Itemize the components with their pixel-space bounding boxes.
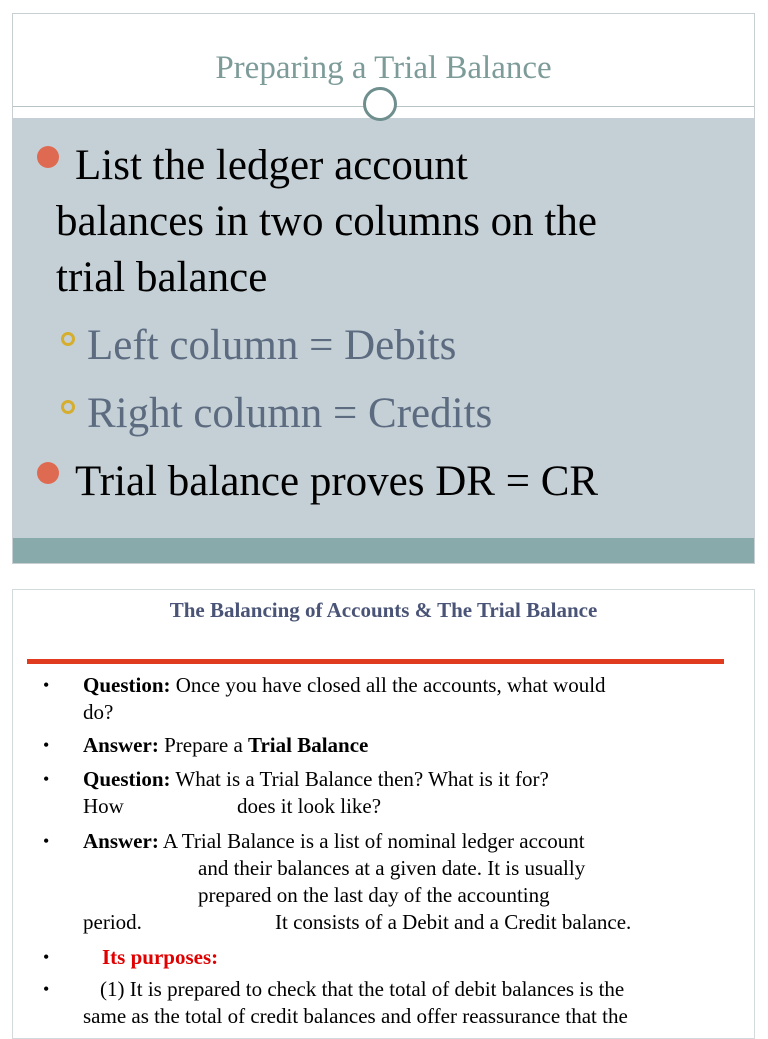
question-1-line1: Question: Once you have closed all the accounts, what would bbox=[83, 673, 606, 697]
slide-preparing-trial-balance bbox=[12, 13, 755, 564]
list-bullet: • bbox=[43, 831, 50, 851]
slide-title: The Balancing of Accounts & The Trial Balance bbox=[169, 598, 598, 622]
purpose-1-line2: same as the total of credit balances and offer reassurance that the bbox=[83, 1004, 628, 1028]
purpose-1-line1: (1) It is prepared to check that the total of debit balances is the bbox=[100, 977, 625, 1001]
list-bullet: • bbox=[43, 979, 50, 999]
divider-circle-icon bbox=[363, 87, 397, 121]
list-bullet: • bbox=[43, 675, 50, 695]
question-2-line2a: How bbox=[83, 794, 124, 818]
list-bullet: • bbox=[43, 735, 50, 755]
answer-2-line2: and their balances at a given date. It is usually bbox=[198, 856, 586, 880]
bullet1-line2: balances in two columns on the bbox=[56, 198, 597, 245]
question-1-line2: do? bbox=[83, 700, 114, 724]
question-2-line2b: does it look like? bbox=[237, 794, 382, 818]
answer-2-line1: Answer: A Trial Balance is a list of nominal ledger account bbox=[83, 829, 585, 853]
sub-bullet-ring-icon bbox=[61, 400, 75, 414]
sub-bullet-left-column: Left column = Debits bbox=[87, 322, 457, 369]
purposes-heading: Its purposes: bbox=[102, 945, 219, 969]
answer-2-line3: prepared on the last day of the accounting bbox=[198, 883, 550, 907]
question-2-line1: Question: What is a Trial Balance then? What is it for? bbox=[83, 767, 549, 791]
slide-balancing-of-accounts bbox=[12, 589, 755, 1039]
slide-title: Preparing a Trial Balance bbox=[215, 50, 552, 86]
bullet1-line1: List the ledger account bbox=[75, 142, 468, 189]
answer-1: Answer: Prepare a Trial Balance bbox=[83, 733, 369, 757]
bullet1-line3: trial balance bbox=[56, 254, 268, 301]
bullet2-text: Trial balance proves DR = CR bbox=[75, 458, 599, 505]
sub-bullet-right-column: Right column = Credits bbox=[87, 390, 493, 437]
bullet-dot-icon bbox=[37, 462, 59, 484]
answer-2-line4b: It consists of a Debit and a Credit balance. bbox=[275, 910, 632, 934]
slide-footer-band bbox=[13, 538, 754, 564]
bullet-dot-icon bbox=[37, 146, 59, 168]
list-bullet: • bbox=[43, 769, 50, 789]
list-bullet: • bbox=[43, 947, 50, 967]
sub-bullet-ring-icon bbox=[61, 332, 75, 346]
answer-2-line4a: period. bbox=[83, 910, 142, 934]
title-red-rule bbox=[27, 659, 724, 664]
